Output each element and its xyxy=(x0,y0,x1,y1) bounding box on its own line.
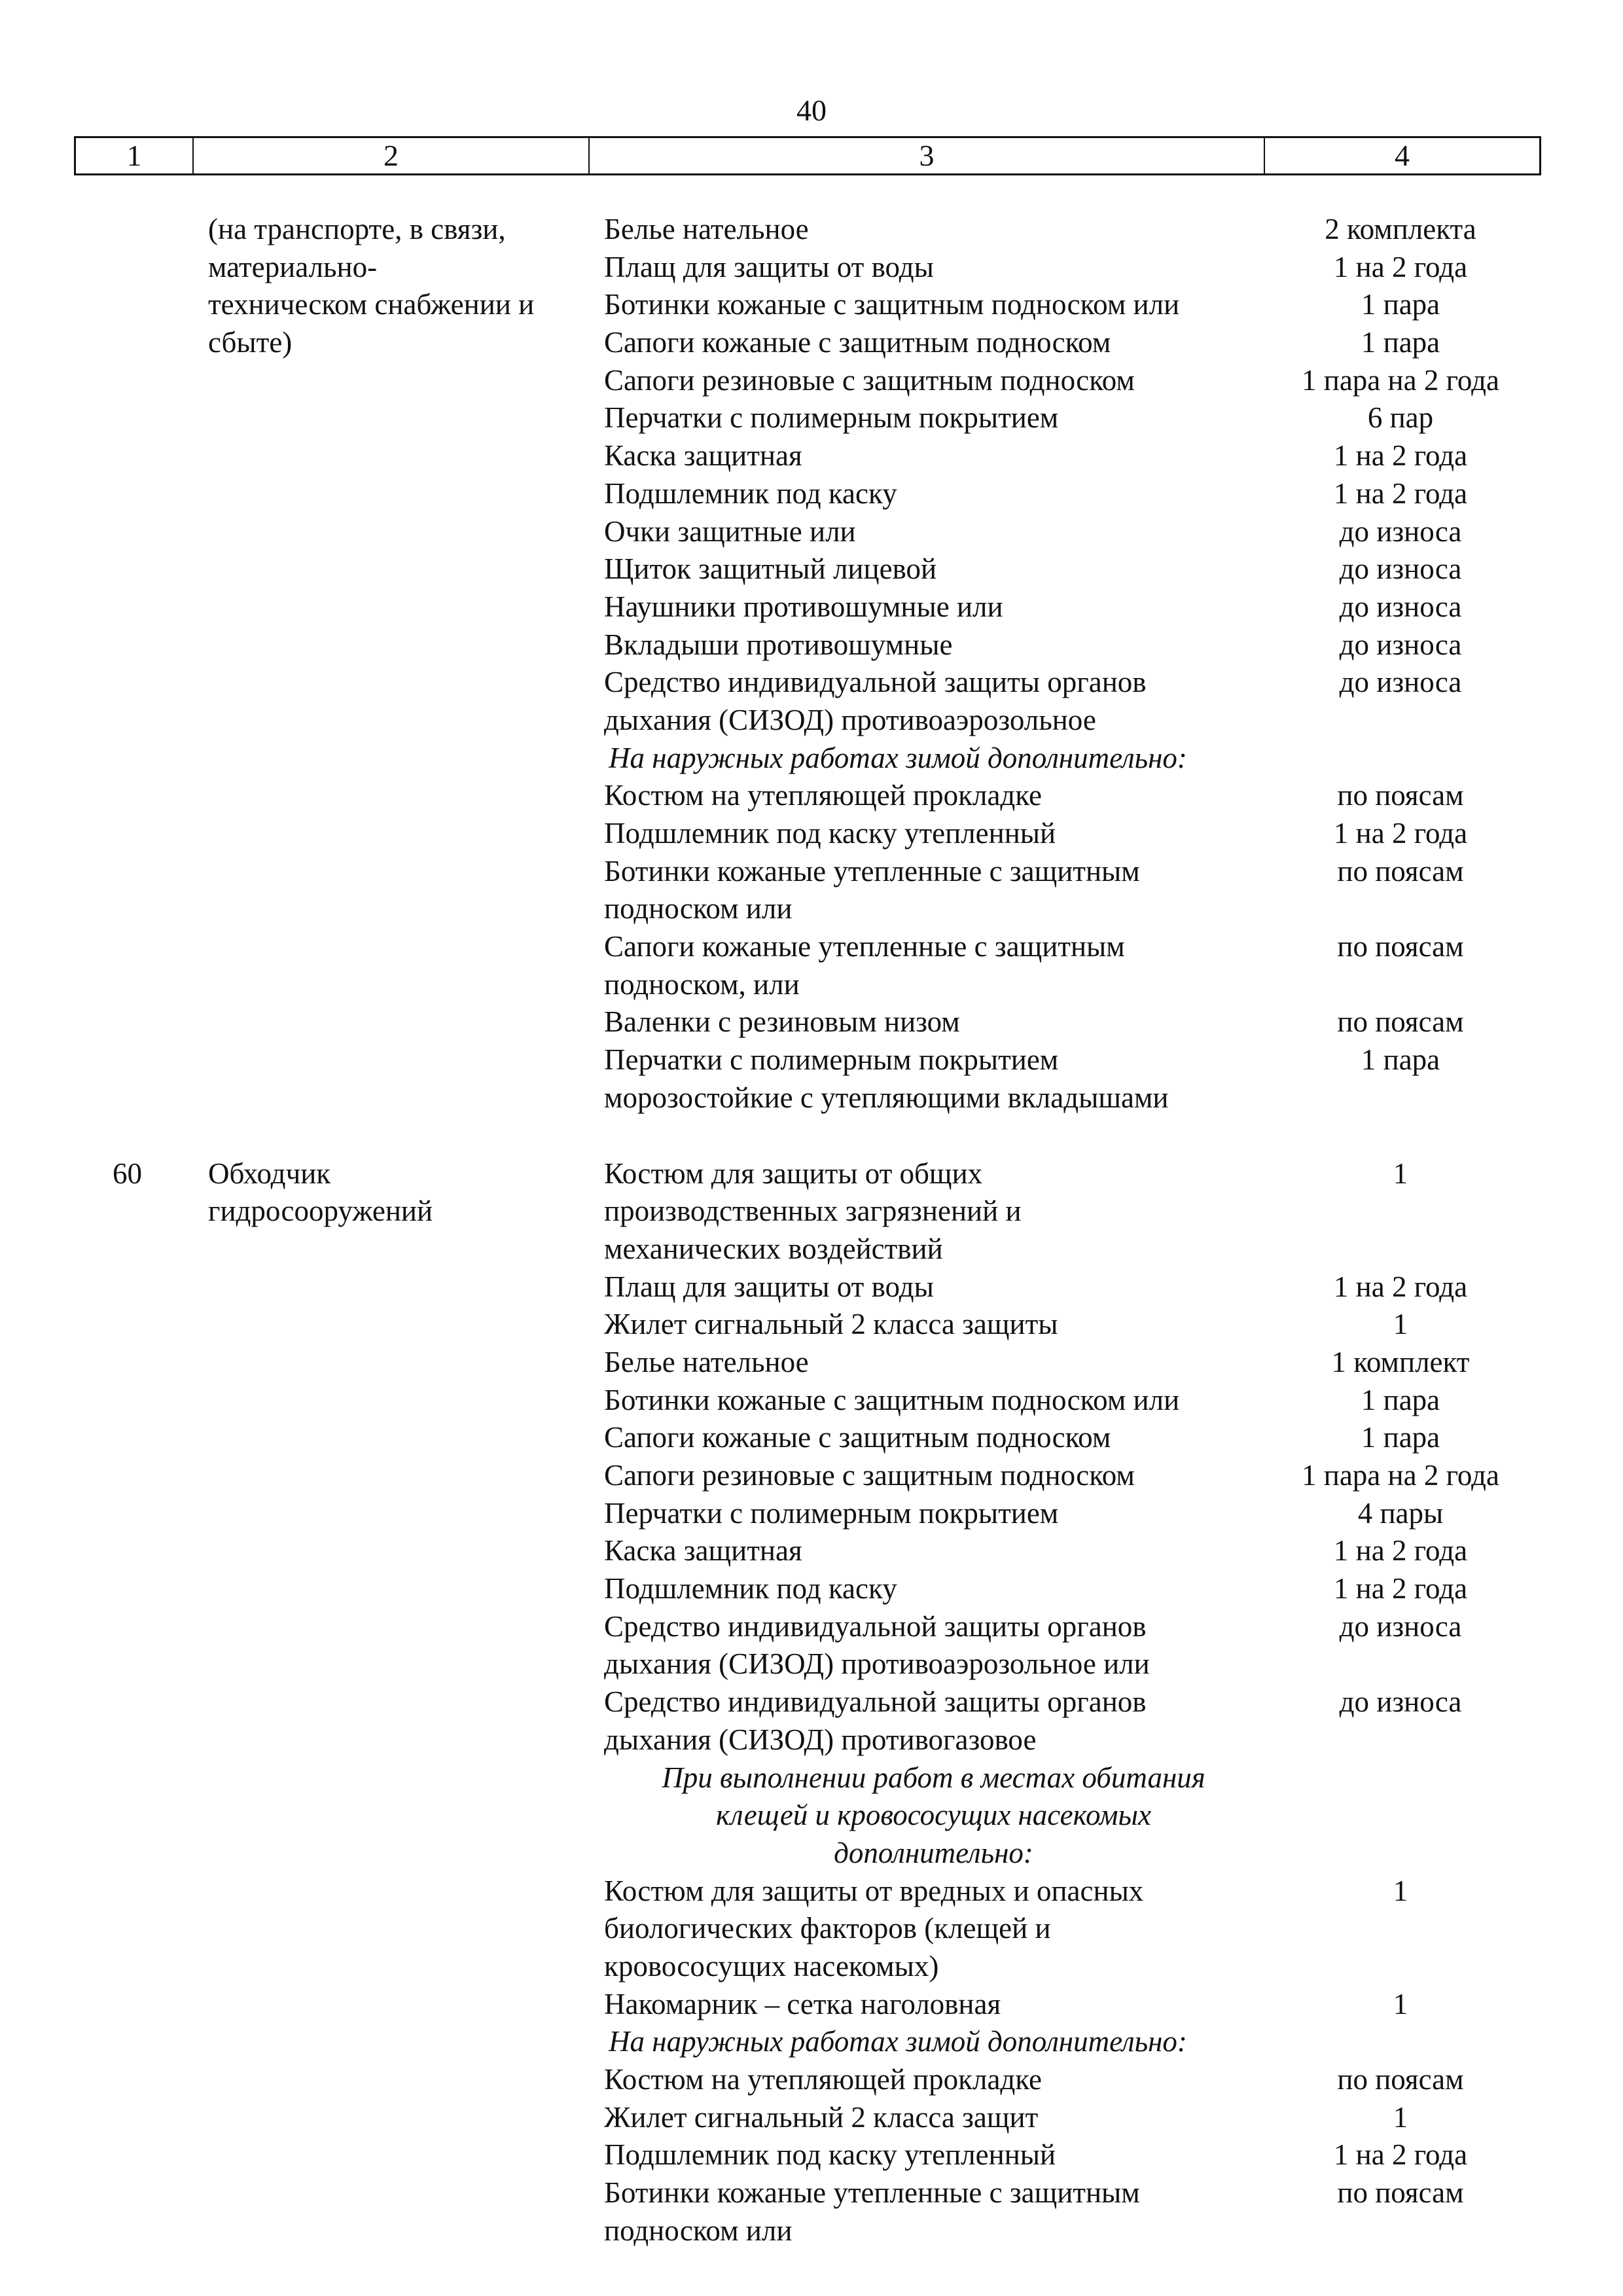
profession-name-line: Обходчик xyxy=(208,1157,331,1190)
issue-norm: по поясам xyxy=(1337,2063,1464,2096)
equipment-item: Каска защитная xyxy=(604,1534,802,1568)
header-col-4: 4 xyxy=(1395,139,1410,172)
equipment-item: Сапоги резиновые с защитным подноском xyxy=(604,1459,1135,1492)
equipment-item: Щиток защитный лицевой xyxy=(604,552,937,586)
table-row xyxy=(0,550,1623,588)
table-row xyxy=(0,211,1623,249)
header-col-1: 1 xyxy=(76,138,194,173)
table-row xyxy=(0,702,1623,740)
table-row xyxy=(0,1797,1623,1835)
issue-norm: до износа xyxy=(1339,1685,1462,1719)
page-number: 40 xyxy=(796,94,827,127)
table-row xyxy=(0,966,1623,1004)
equipment-item: Средство индивидуальной защиты органов xyxy=(604,666,1147,699)
table-row xyxy=(0,437,1623,475)
equipment-item: Перчатки с полимерным покрытием xyxy=(604,1496,1059,1530)
table-group xyxy=(0,211,1623,1117)
issue-norm: 1 пара xyxy=(1361,1383,1440,1416)
equipment-item: Вкладыши противошумные xyxy=(604,628,953,661)
table-row xyxy=(0,2061,1623,2099)
table-row xyxy=(0,362,1623,400)
equipment-item: Костюм на утепляющей прокладке xyxy=(604,2063,1043,2096)
issue-norm: 1 на 2 года xyxy=(1333,1572,1468,1605)
issue-norm: до износа xyxy=(1339,1609,1462,1643)
equipment-item: Накомарник – сетка наголовная xyxy=(604,1987,1001,2020)
header-col-3: 3 xyxy=(590,138,1265,173)
equipment-item: Наушники противошумные или xyxy=(604,590,1003,623)
equipment-item: подноском или xyxy=(604,892,793,925)
equipment-item: биологических факторов (клещей и xyxy=(604,1912,1051,1945)
equipment-item: Плащ для защиты от воды xyxy=(604,1270,934,1303)
issue-norm: 2 комплекта xyxy=(1325,213,1476,245)
equipment-item: Костюм для защиты от общих xyxy=(604,1157,983,1190)
table-row xyxy=(0,2174,1623,2212)
equipment-item: дыхания (СИЗОД) противоаэрозольное или xyxy=(604,1647,1150,1681)
column-header-row xyxy=(74,136,1541,175)
table-row xyxy=(0,1268,1623,1306)
table-row xyxy=(0,2099,1623,2137)
table-row xyxy=(0,1003,1623,1041)
table-row xyxy=(0,853,1623,891)
equipment-item: Сапоги резиновые с защитным подноском xyxy=(604,363,1135,397)
item-number: 60 xyxy=(113,1157,142,1190)
issue-norm: 1 пара на 2 года xyxy=(1302,1459,1499,1492)
issue-norm: 1 на 2 года xyxy=(1333,2138,1468,2172)
profession-name-line: техническом снабжении и xyxy=(208,288,535,321)
issue-norm: до износа xyxy=(1339,590,1462,623)
equipment-item: Валенки с резиновым низом xyxy=(604,1005,960,1039)
table-row xyxy=(0,2023,1623,2061)
table-row xyxy=(0,928,1623,966)
section-note: дополнительно: xyxy=(834,1836,1033,1869)
table-row xyxy=(0,1306,1623,1344)
issue-norm: 1 пара на 2 года xyxy=(1302,363,1499,397)
equipment-item: Сапоги кожаные утепленные с защитным xyxy=(604,930,1125,963)
issue-norm: 1 пара xyxy=(1361,288,1440,321)
issue-norm: 1 xyxy=(1393,1987,1408,2020)
table-body xyxy=(0,211,1623,2250)
table-row xyxy=(0,1079,1623,1117)
equipment-item: Очки защитные или xyxy=(604,514,856,548)
issue-norm: до износа xyxy=(1339,552,1462,586)
issue-norm: 1 xyxy=(1393,2100,1408,2134)
equipment-item: Подшлемник под каску xyxy=(604,1572,897,1605)
issue-norm: 1 на 2 года xyxy=(1333,439,1468,473)
equipment-item: Жилет сигнальный 2 класса защиты xyxy=(604,1308,1058,1341)
table-row xyxy=(0,890,1623,928)
equipment-item: Сапоги кожаные с защитным подноском xyxy=(604,326,1111,359)
table-row xyxy=(0,2212,1623,2250)
section-note: При выполнении работ в местах обитания xyxy=(662,1761,1205,1794)
equipment-item: Подшлемник под каску xyxy=(604,476,897,510)
equipment-item: Белье нательное xyxy=(604,213,809,245)
table-row xyxy=(0,1041,1623,1079)
header-col-2: 2 xyxy=(194,138,590,173)
table-row xyxy=(0,1495,1623,1533)
issue-norm: 4 пары xyxy=(1357,1496,1444,1530)
equipment-item: Ботинки кожаные с защитным подноском или xyxy=(604,288,1180,321)
equipment-item: Каска защитная xyxy=(604,439,802,473)
table-row xyxy=(0,399,1623,437)
profession-name-line: (на транспорте, в связи, xyxy=(208,213,506,245)
table-row xyxy=(0,1759,1623,1797)
issue-norm: до износа xyxy=(1339,666,1462,699)
equipment-item: механических воздействий xyxy=(604,1232,943,1265)
table-row xyxy=(0,1532,1623,1570)
equipment-item: Сапоги кожаные с защитным подноском xyxy=(604,1421,1111,1454)
table-row xyxy=(0,1419,1623,1457)
table-row xyxy=(0,2136,1623,2174)
table-row xyxy=(0,1570,1623,1608)
issue-norm: 1 на 2 года xyxy=(1333,1534,1468,1568)
equipment-item: Подшлемник под каску утепленный xyxy=(604,817,1056,850)
equipment-item: Костюм на утепляющей прокладке xyxy=(604,779,1043,812)
table-row xyxy=(0,286,1623,324)
issue-norm: 1 на 2 года xyxy=(1333,1270,1468,1303)
issue-norm: по поясам xyxy=(1337,779,1464,812)
issue-norm: 1 пара xyxy=(1361,326,1440,359)
group-spacer xyxy=(0,1117,1623,1155)
issue-norm: 1 xyxy=(1393,1874,1408,1907)
profession-name-line: гидросооружений xyxy=(208,1194,433,1228)
issue-norm: 1 на 2 года xyxy=(1333,817,1468,850)
table-group xyxy=(0,1155,1623,2250)
table-row xyxy=(0,513,1623,551)
issue-norm: по поясам xyxy=(1337,2176,1464,2210)
profession-name-line: материально- xyxy=(208,250,378,283)
table-row xyxy=(0,664,1623,702)
equipment-item: подноском, или xyxy=(604,967,800,1001)
issue-norm: 1 xyxy=(1393,1157,1408,1190)
table-row xyxy=(0,1986,1623,2024)
equipment-item: Перчатки с полимерным покрытием xyxy=(604,1043,1059,1077)
equipment-item: Ботинки кожаные с защитным подноском или xyxy=(604,1383,1180,1416)
equipment-item: Средство индивидуальной защиты органов xyxy=(604,1685,1147,1719)
table-row xyxy=(0,1230,1623,1268)
table-row xyxy=(0,1344,1623,1382)
table-row xyxy=(0,249,1623,287)
section-note: клещей и кровососущих насекомых xyxy=(716,1799,1151,1832)
issue-norm: 1 xyxy=(1393,1308,1408,1341)
equipment-item: Костюм для защиты от вредных и опасных xyxy=(604,1874,1144,1907)
table-row xyxy=(0,588,1623,626)
table-row xyxy=(0,1948,1623,1986)
table-row xyxy=(0,815,1623,853)
issue-norm: 1 на 2 года xyxy=(1333,250,1468,283)
table-row xyxy=(0,1608,1623,1646)
equipment-item: производственных загрязнений и xyxy=(604,1194,1022,1228)
profession-name-line: сбыте) xyxy=(208,326,293,359)
section-note: На наружных работах зимой дополнительно: xyxy=(609,2025,1187,2058)
issue-norm: 1 пара xyxy=(1361,1421,1440,1454)
table-row xyxy=(0,475,1623,513)
table-row xyxy=(0,324,1623,362)
table-row xyxy=(0,1155,1623,1193)
table-row xyxy=(0,1457,1623,1495)
table-row xyxy=(0,1382,1623,1420)
equipment-item: подноском или xyxy=(604,2214,793,2247)
issue-norm: по поясам xyxy=(1337,930,1464,963)
equipment-item: Плащ для защиты от воды xyxy=(604,250,934,283)
equipment-item: морозостойкие с утепляющими вкладышами xyxy=(604,1081,1169,1114)
equipment-item: Подшлемник под каску утепленный xyxy=(604,2138,1056,2172)
section-note: На наружных работах зимой дополнительно: xyxy=(609,741,1187,774)
table-row xyxy=(0,777,1623,815)
equipment-item: Ботинки кожаные утепленные с защитным xyxy=(604,2176,1140,2210)
table-row xyxy=(0,626,1623,664)
equipment-item: Ботинки кожаные утепленные с защитным xyxy=(604,854,1140,888)
issue-norm: 1 комплект xyxy=(1331,1345,1470,1378)
equipment-item: Перчатки с полимерным покрытием xyxy=(604,401,1059,435)
issue-norm: 6 пар xyxy=(1367,401,1434,435)
issue-norm: по поясам xyxy=(1337,1005,1464,1039)
issue-norm: 1 на 2 года xyxy=(1333,476,1468,510)
equipment-item: дыхания (СИЗОД) противоаэрозольное xyxy=(604,703,1096,736)
table-row xyxy=(0,1683,1623,1721)
table-row xyxy=(0,1835,1623,1873)
table-row xyxy=(0,1873,1623,1910)
table-row xyxy=(0,1193,1623,1230)
issue-norm: до износа xyxy=(1339,514,1462,548)
issue-norm: 1 пара xyxy=(1361,1043,1440,1077)
table-row xyxy=(0,1645,1623,1683)
equipment-item: Белье нательное xyxy=(604,1345,809,1378)
equipment-item: дыхания (СИЗОД) противогазовое xyxy=(604,1723,1037,1756)
issue-norm: по поясам xyxy=(1337,854,1464,888)
table-row xyxy=(0,1910,1623,1948)
equipment-item: Средство индивидуальной защиты органов xyxy=(604,1609,1147,1643)
table-row xyxy=(0,740,1623,778)
equipment-item: Жилет сигнальный 2 класса защит xyxy=(604,2100,1039,2134)
table-row xyxy=(0,1721,1623,1759)
issue-norm: до износа xyxy=(1339,628,1462,661)
equipment-item: кровососущих насекомых) xyxy=(604,1949,939,1982)
